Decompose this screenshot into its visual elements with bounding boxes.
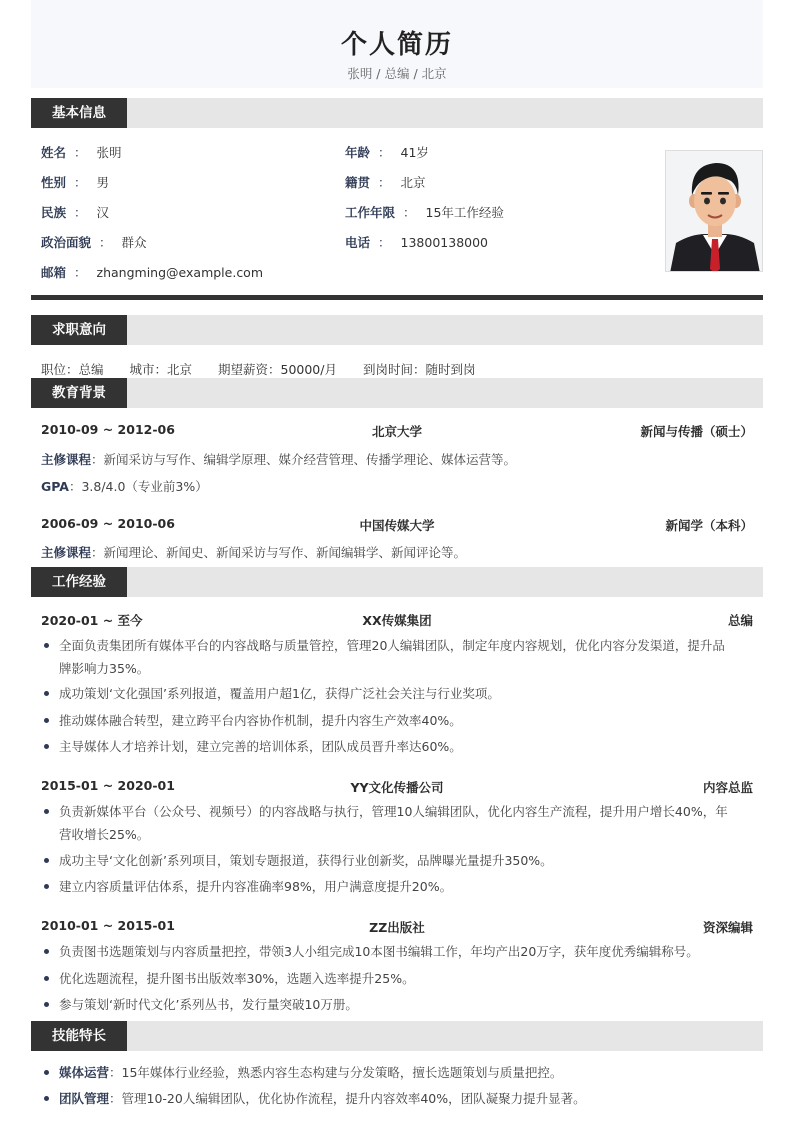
edu-courses: [41, 450, 753, 468]
info-ethnic: [41, 203, 109, 221]
bullet-text: 参与策划‘新时代文化’系列丛书，发行量突破10万册。: [59, 997, 358, 1012]
section-label: 技能特长: [31, 1021, 127, 1051]
work-period: 2010-01 ~ 2015-01: [41, 918, 175, 933]
work-entry-header: [41, 611, 753, 629]
edu-period: 2006-09 ~ 2010-06: [41, 516, 175, 531]
info-origin: [345, 173, 426, 191]
bullet-text: 建立内容质量评估体系，提升内容准确率98%，用户满意度提升20%。: [59, 879, 453, 894]
bullet-text: 成功主导‘文化创新’系列项目，策划专题报道，获得行业创新奖，品牌曝光量提升350%。: [59, 853, 553, 868]
info-key: 工作年限: [345, 205, 396, 220]
edu-courses-value: ：新闻理论、新闻史、新闻采访与写作、新闻编辑学、新闻评论等。: [91, 545, 467, 560]
info-key: 民族: [41, 205, 67, 220]
edu-period: 2010-09 ~ 2012-06: [41, 422, 175, 437]
work-role: 内容总监: [702, 780, 753, 795]
bullet-text: 负责图书选题策划与内容质量把控，带领3人小组完成10本图书编辑工作，年均产出20万字，获年度优秀编辑称号。: [59, 944, 699, 959]
page-title: 个人简历: [340, 30, 453, 60]
bullet-text: 营收增长25%。: [59, 827, 150, 842]
section-label: 工作经验: [31, 567, 127, 597]
info-phone: [345, 233, 488, 251]
info-value: 男: [96, 175, 110, 190]
info-name: [41, 143, 122, 161]
info-key: 年龄: [345, 145, 371, 160]
edu-entry-header: [41, 422, 753, 440]
work-bullet: [59, 940, 749, 963]
info-value: 群众: [121, 235, 147, 250]
intent-position: 职位：总编: [41, 362, 104, 377]
section-skills: [31, 1021, 763, 1051]
info-value: 汉: [96, 205, 110, 220]
info-key: 政治面貌: [41, 235, 92, 250]
info-years: [345, 203, 504, 221]
info-value: 15年工作经验: [425, 205, 504, 220]
section-education: [31, 378, 763, 408]
edu-gpa: [41, 477, 753, 495]
skill-key: 团队管理: [59, 1091, 110, 1106]
section-label: 求职意向: [31, 315, 127, 345]
edu-school: 中国传媒大学: [359, 518, 435, 533]
info-colon: ：: [74, 265, 87, 280]
work-bullet: [59, 967, 749, 990]
info-colon: ：: [378, 175, 391, 190]
intent-salary: 期望薪资：50000/月: [218, 362, 337, 377]
section-job-intent: [31, 315, 763, 345]
section-basic-info: [31, 98, 763, 128]
info-colon: ：: [74, 175, 87, 190]
work-bullet: [59, 849, 749, 872]
skill-value: ：管理10-20人编辑团队，优化协作流程，提升内容效率40%，团队凝聚力提升显著。: [109, 1091, 586, 1106]
edu-gpa-key: GPA: [41, 479, 69, 494]
work-company: ZZ出版社: [369, 920, 425, 935]
bullet-text: 牌影响力35%。: [59, 661, 150, 676]
edu-school: 北京大学: [371, 424, 422, 439]
work-entry-header: [41, 778, 753, 796]
bullet-text: 成功策划‘文化强国’系列报道，覆盖用户超1亿，获得广泛社会关注与行业奖项。: [59, 686, 500, 701]
info-age: [345, 143, 429, 161]
section-label: 教育背景: [31, 378, 127, 408]
skill-key: 媒体运营: [59, 1065, 110, 1080]
bullet-text: 负责新媒体平台（公众号、视频号）的内容战略与执行，管理10人编辑团队，优化内容生产流程，提升用户增长40%，年: [59, 804, 728, 819]
edu-entry-header: [41, 516, 753, 534]
info-key: 籍贯: [345, 175, 371, 190]
intent-arrival: 到岗时间：随时到岗: [362, 362, 476, 377]
info-colon: ：: [74, 145, 87, 160]
work-bullet: [59, 993, 749, 1016]
intent-row: [41, 360, 497, 378]
avatar-portrait-icon: [666, 151, 763, 272]
edu-degree: 新闻学（本科）: [665, 518, 753, 533]
info-political: [41, 233, 147, 251]
info-key: 邮箱: [41, 265, 67, 280]
work-bullet: [59, 634, 749, 680]
work-role: 总编: [727, 613, 753, 628]
work-period: 2015-01 ~ 2020-01: [41, 778, 175, 793]
edu-gpa-value: ：3.8/4.0（专业前3%）: [68, 479, 208, 494]
skill-bullet: [59, 1087, 749, 1110]
skill-value: ：15年媒体行业经验，熟悉内容生态构建与分发策略，擅长选题策划与质量把控。: [109, 1065, 563, 1080]
work-bullet: [59, 682, 749, 705]
info-value: zhangming@example.com: [96, 265, 264, 280]
section-work: [31, 567, 763, 597]
info-value: 41岁: [400, 145, 429, 160]
work-company: XX传媒集团: [362, 613, 432, 628]
work-bullet: [59, 709, 749, 732]
page-subtitle: 张明 / 总编 / 北京: [347, 66, 447, 81]
work-bullet: [59, 735, 749, 758]
work-role: 资深编辑: [702, 920, 753, 935]
bullet-text: 推动媒体融合转型，建立跨平台内容协作机制，提升内容生产效率40%。: [59, 713, 462, 728]
edu-courses-key: 主修课程: [41, 545, 92, 560]
edu-degree: 新闻与传播（硕士）: [640, 424, 753, 439]
info-colon: ：: [99, 235, 112, 250]
edu-courses-key: 主修课程: [41, 452, 92, 467]
intent-city: 城市：北京: [129, 362, 193, 377]
work-bullet: [59, 875, 749, 898]
work-company: YY文化传播公司: [350, 780, 444, 795]
info-gender: [41, 173, 109, 191]
divider: [31, 295, 763, 300]
bullet-text: 全面负责集团所有媒体平台的内容战略与质量管控，管理20人编辑团队，制定年度内容规划，优化内容分发渠道，提升品: [59, 638, 725, 653]
edu-courses-value: ：新闻采访与写作、编辑学原理、媒介经营管理、传播学理论、媒体运营等。: [91, 452, 517, 467]
info-value: 北京: [400, 175, 426, 190]
edu-courses: [41, 543, 753, 561]
info-key: 姓名: [41, 145, 67, 160]
bullet-text: 优化选题流程，提升图书出版效率30%，选题入选率提升25%。: [59, 971, 415, 986]
bullet-text: 主导媒体人才培养计划，建立完善的培训体系，团队成员晋升率达60%。: [59, 739, 462, 754]
info-key: 电话: [345, 235, 371, 250]
info-colon: ：: [378, 145, 391, 160]
info-value: 13800138000: [400, 235, 489, 250]
avatar: [665, 150, 763, 272]
info-key: 性别: [41, 175, 67, 190]
info-email: [41, 263, 263, 281]
info-value: 张明: [96, 145, 122, 160]
info-colon: ：: [403, 205, 416, 220]
work-period: 2020-01 ~ 至今: [41, 613, 143, 628]
info-colon: ：: [74, 205, 87, 220]
info-colon: ：: [378, 235, 391, 250]
work-bullet: [59, 800, 749, 846]
skill-bullet: [59, 1061, 749, 1084]
section-label: 基本信息: [31, 98, 127, 128]
work-entry-header: [41, 918, 753, 936]
